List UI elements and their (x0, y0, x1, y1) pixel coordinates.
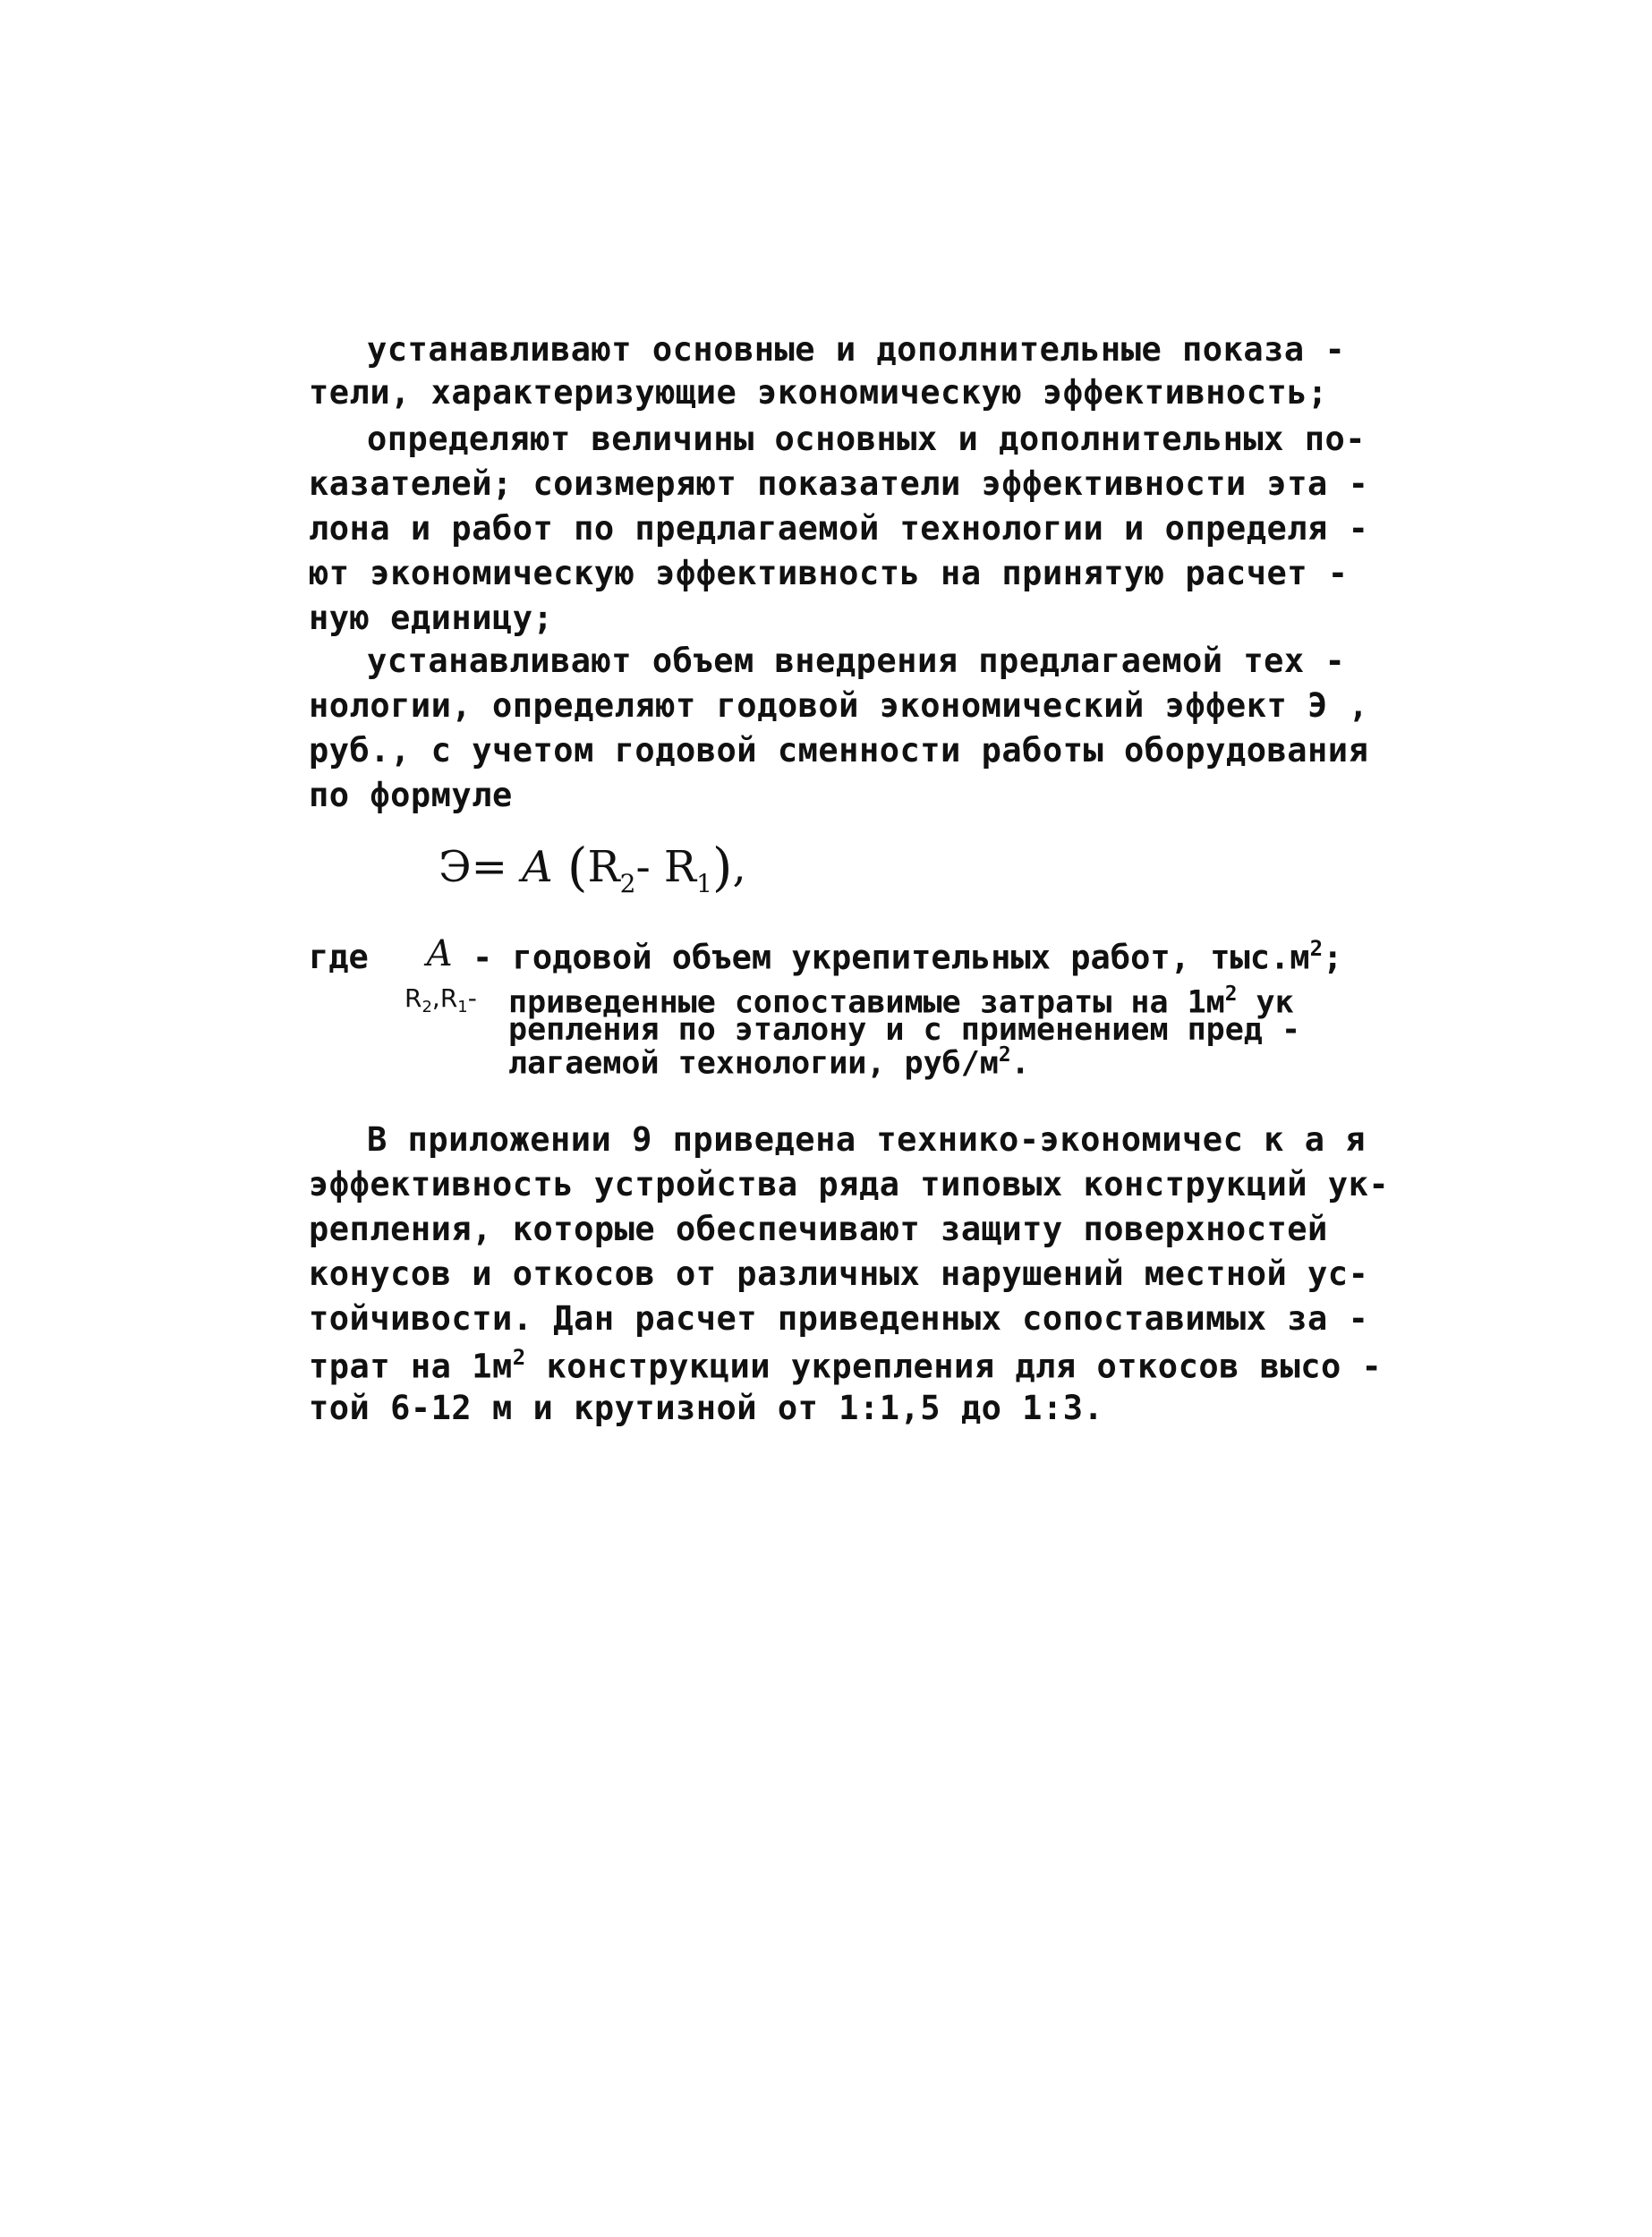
definition-symbol-A: А (426, 933, 454, 974)
definition-R-mid: ,R (431, 983, 458, 1013)
paragraph-4-line-7: той 6-12 м и крутизной от 1:1,5 до 1:3. (309, 1389, 1104, 1427)
definition-R-line-2: репления по эталону и с применением пред - (508, 1012, 1301, 1048)
formula-minus: - (635, 842, 664, 892)
paragraph-1-line-1: устанавливают основные и дополнительные показа - (367, 330, 1346, 369)
definition-R-line-1-post: ук (1237, 984, 1294, 1021)
formula-tail: , (732, 842, 746, 892)
formula-open-paren: ( (566, 837, 588, 897)
paragraph-2-line-4: ют экономическую эффективность на принятую расчет - (309, 554, 1349, 592)
paragraph-4-line-1: В приложении 9 приведена технико-экономичес к а я (367, 1120, 1367, 1159)
definition-R-line-3-post: . (1010, 1045, 1030, 1082)
definition-A-text (473, 936, 1343, 977)
paragraph-2-line-5: ную единицу; (309, 599, 554, 637)
paragraph-3-line-3: руб., с учетом годовой сменности работы оборудования (309, 731, 1369, 770)
formula-close-paren: ) (711, 837, 733, 897)
formula-sub-1: 1 (696, 869, 712, 898)
paragraph-4-line-6-sup: 2 (512, 1345, 526, 1370)
definition-R-line-3-sup: 2 (998, 1043, 1011, 1067)
definition-symbol-R (404, 983, 477, 1016)
definition-A-post: ; (1323, 938, 1343, 977)
paragraph-4-line-3: репления, которые обеспечивают защиту поверхностей (309, 1210, 1328, 1248)
formula-lhs: Э= (439, 842, 522, 892)
formula-A: А (521, 842, 554, 892)
definition-R-line-1-sup: 2 (1224, 982, 1238, 1006)
paragraph-2-line-1: определяют величины основных и дополнительных по- (367, 420, 1367, 458)
definition-R-line-3 (508, 1045, 1030, 1080)
paragraph-4-line-6 (309, 1345, 1383, 1386)
formula-sub-2: 2 (619, 869, 636, 898)
definition-R-dash: - (467, 983, 477, 1013)
paragraph-3-line-1: устанавливают объем внедрения предлагаемой тех - (367, 642, 1346, 680)
paragraph-3-line-2: нологии, определяют годовой экономический эффект Э , (309, 686, 1369, 725)
economic-effect-formula (439, 837, 746, 898)
definition-R-line-1-pre: приведенные сопоставимые затраты на 1м (508, 984, 1225, 1021)
definition-R-sub-2: 2 (422, 998, 432, 1016)
definition-A-sup: 2 (1309, 936, 1324, 961)
paragraph-3-line-4: по формуле (309, 776, 513, 814)
formula-R1: R (663, 842, 697, 892)
definition-R-letter: R (404, 983, 422, 1013)
definition-R-line-3-pre: лагаемой технологии, руб/м (508, 1045, 999, 1082)
paragraph-1-line-2: тели, характеризующие экономическую эффективность; (309, 373, 1328, 412)
formula-R2: R (587, 842, 620, 892)
paragraph-4-line-5: тойчивости. Дан расчет приведенных сопоставимых за - (309, 1299, 1369, 1338)
paragraph-4-line-4: конусов и откосов от различных нарушений местной ус- (309, 1255, 1369, 1293)
definition-R-sub-1: 1 (457, 998, 468, 1016)
where-label: где (309, 938, 369, 976)
paragraph-4-line-2: эффективность устройства ряда типовых конструкций ук- (309, 1165, 1390, 1204)
paragraph-4-line-6-pre: трат на 1м (309, 1347, 513, 1386)
definition-A-pre: - годовой объем укрепительных работ, тыс.м (473, 938, 1310, 977)
paragraph-4-line-6-post: конструкции укрепления для откосов высо - (525, 1347, 1383, 1386)
paragraph-2-line-3: лона и работ по предлагаемой технологии и определя - (309, 509, 1369, 548)
paragraph-2-line-2: казателей; соизмеряют показатели эффективности эта - (309, 464, 1369, 503)
